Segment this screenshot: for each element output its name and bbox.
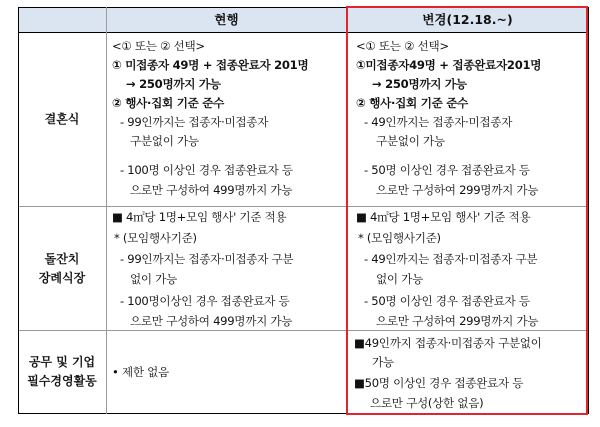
table-left-border	[18, 7, 19, 414]
header-current: 현행	[214, 12, 239, 27]
cell-line: 으로만 구성(상한 없음)	[370, 396, 484, 410]
row-label-wedding	[20, 33, 104, 206]
row-label-line: 공무 및 기업	[28, 355, 96, 369]
cell-line: ② 행사·집회 기준 준수	[356, 96, 469, 110]
cell-line: 으로만 구성하여 499명까지 가능	[130, 314, 293, 328]
cell-line: - 100명이상인 경우 접종완료자 등	[120, 294, 290, 308]
cell-line: - 100명 이상인 경우 접종완료자 등	[120, 163, 293, 177]
row-label-line: 결혼식	[44, 112, 80, 126]
table-right-border	[588, 7, 589, 414]
cell-line: - 50명 이상인 경우 접종완료자 등	[364, 294, 530, 308]
cell-line: * (모임행사기준)	[114, 231, 197, 245]
cell-line: ■ 4㎡당 1명+모임 행사' 기준 적용	[356, 210, 531, 224]
cell-line: 없이 가능	[130, 272, 177, 286]
cell-line: - 50명 이상인 경우 접종완료자 등	[364, 163, 530, 177]
cell-line: - 99인까지는 접종자·미접종자 구분	[120, 252, 294, 266]
cell-line: 구분없이 가능	[376, 134, 445, 148]
cell-line: * (모임행사기준)	[358, 231, 441, 245]
cell-line: ■ 4㎡당 1명+모임 행사' 기준 적용	[112, 210, 287, 224]
row-label-party-funeral	[20, 207, 104, 330]
cell-line: 구분없이 가능	[130, 134, 199, 148]
cell-line: - 99인까지는 접종자·미접종자	[120, 115, 269, 129]
column-divider-1	[106, 7, 107, 414]
header-changed: 변경(12.18.~)	[422, 12, 513, 27]
cell-line: ■49인까지 접종자·미접종자 구분없이	[354, 336, 542, 350]
cell-line: ■50명 이상인 경우 접종완료자 등	[354, 376, 524, 390]
row-label-line: 장례식장	[38, 270, 86, 285]
cell-line: 으로만 구성하여 499명까지 가능	[130, 183, 293, 197]
cell-line: 으로만 구성하여 299명까지 가능	[376, 314, 539, 328]
cell-line: <① 또는 ② 선택>	[356, 39, 449, 53]
cell-line: - 49인까지는 접종자·미접종자 구분	[364, 252, 538, 266]
row-label-business	[20, 331, 104, 413]
cell-line: • 제한 없음	[112, 365, 169, 379]
cell-line: ①미접종자49명 + 접종완료자201명	[356, 58, 542, 72]
cell-line: - 49인까지는 접종자·미접종자	[364, 115, 513, 129]
cell-line: → 250명까지 가능	[126, 77, 221, 91]
cell-line: 가능	[372, 355, 394, 369]
row-label-line: 필수경영활동	[27, 374, 97, 388]
cell-line: ① 미접종자 49명 + 접종완료자 201명	[112, 58, 309, 72]
cell-line: 없이 가능	[376, 272, 423, 286]
cell-line: 으로만 구성하여 299명까지 가능	[376, 183, 539, 197]
cell-line: ② 행사·집회 기준 준수	[112, 96, 225, 110]
row-label-line: 돌잔치	[44, 251, 80, 266]
changed-column-highlight	[346, 6, 588, 415]
cell-line: <① 또는 ② 선택>	[112, 39, 205, 53]
cell-line: → 250명까지 가능	[372, 77, 467, 91]
